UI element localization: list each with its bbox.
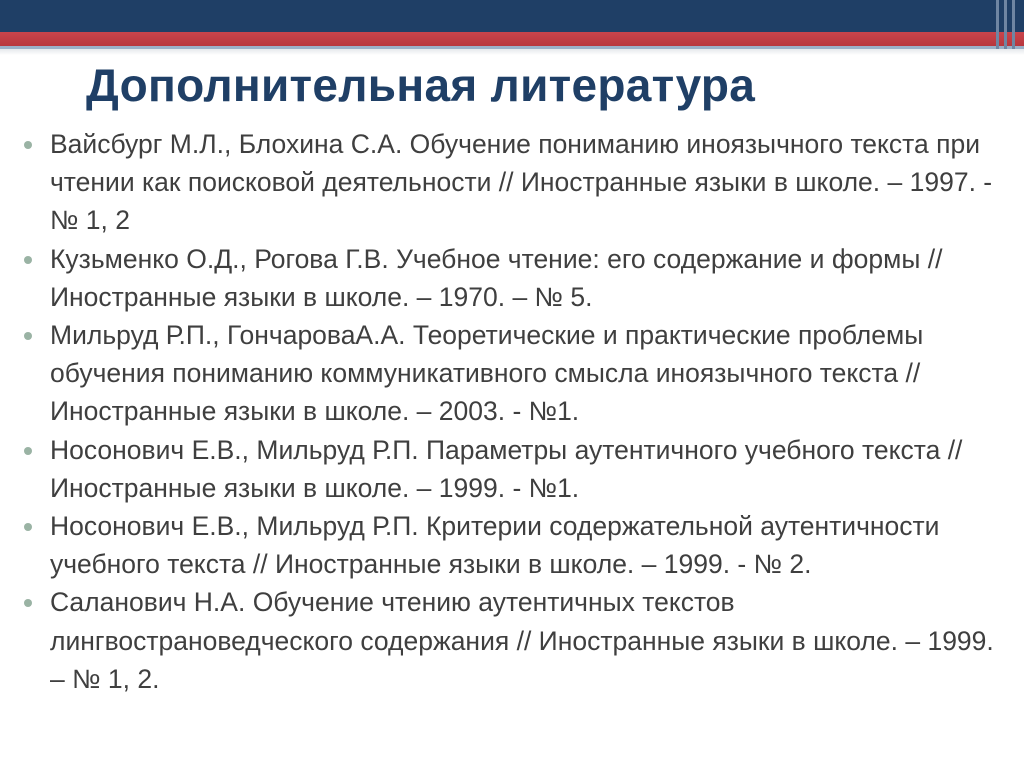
reference-text: Носонович Е.В., Мильруд Р.П. Критерии содержательной аутентичности учебного текста // Иностранные языки в школе. – 1999. - № 2. <box>50 511 940 580</box>
reference-item <box>22 316 1012 431</box>
reference-text: Саланович Н.А. Обучение чтению аутентичных текстов лингвострановедческого содержания // Иностранные языки в школе. – 1999. – № 1, 2. <box>50 587 994 694</box>
bullet-icon <box>24 256 32 264</box>
reference-text: Кузьменко О.Д., Рогова Г.В. Учебное чтение: его содержание и формы // Иностранные языки в школе. – 1970. – № 5. <box>50 243 943 312</box>
reference-list <box>22 125 1012 698</box>
reference-item <box>22 240 1012 316</box>
bullet-icon <box>24 523 32 531</box>
reference-text: Вайсбург М.Л., Блохина С.А. Обучение пониманию иноязычного текста при чтении как поисковой деятельности // Иностранные языки в школе. – 1997. - № 1, 2 <box>50 129 993 236</box>
header-shadow <box>0 49 1024 55</box>
reference-item <box>22 431 1012 507</box>
bullet-icon <box>24 332 32 340</box>
reference-text: Носонович Е.В., Мильруд Р.П. Параметры аутентичного учебного текста // Иностранные языки в школе. – 1999. - №1. <box>50 434 963 503</box>
header-edge-stripe <box>1012 0 1015 49</box>
bullet-icon <box>24 447 32 455</box>
reference-item <box>22 507 1012 583</box>
header-edge-stripe <box>1004 0 1007 49</box>
reference-item <box>22 583 1012 698</box>
reference-item <box>22 125 1012 240</box>
header-red-band <box>0 32 1024 46</box>
slide-title: Дополнительная литература <box>86 59 756 111</box>
header-edge-stripe <box>996 0 999 49</box>
header-navy-band <box>0 0 1024 32</box>
bullet-icon <box>24 599 32 607</box>
bullet-icon <box>24 141 32 149</box>
reference-text: Мильруд Р.П., ГончароваА.А. Теоретические и практические проблемы обучения пониманию коммуникативного смысла иноязычного текста // Иностранные языки в школе. – 2003. - №1. <box>50 320 924 427</box>
